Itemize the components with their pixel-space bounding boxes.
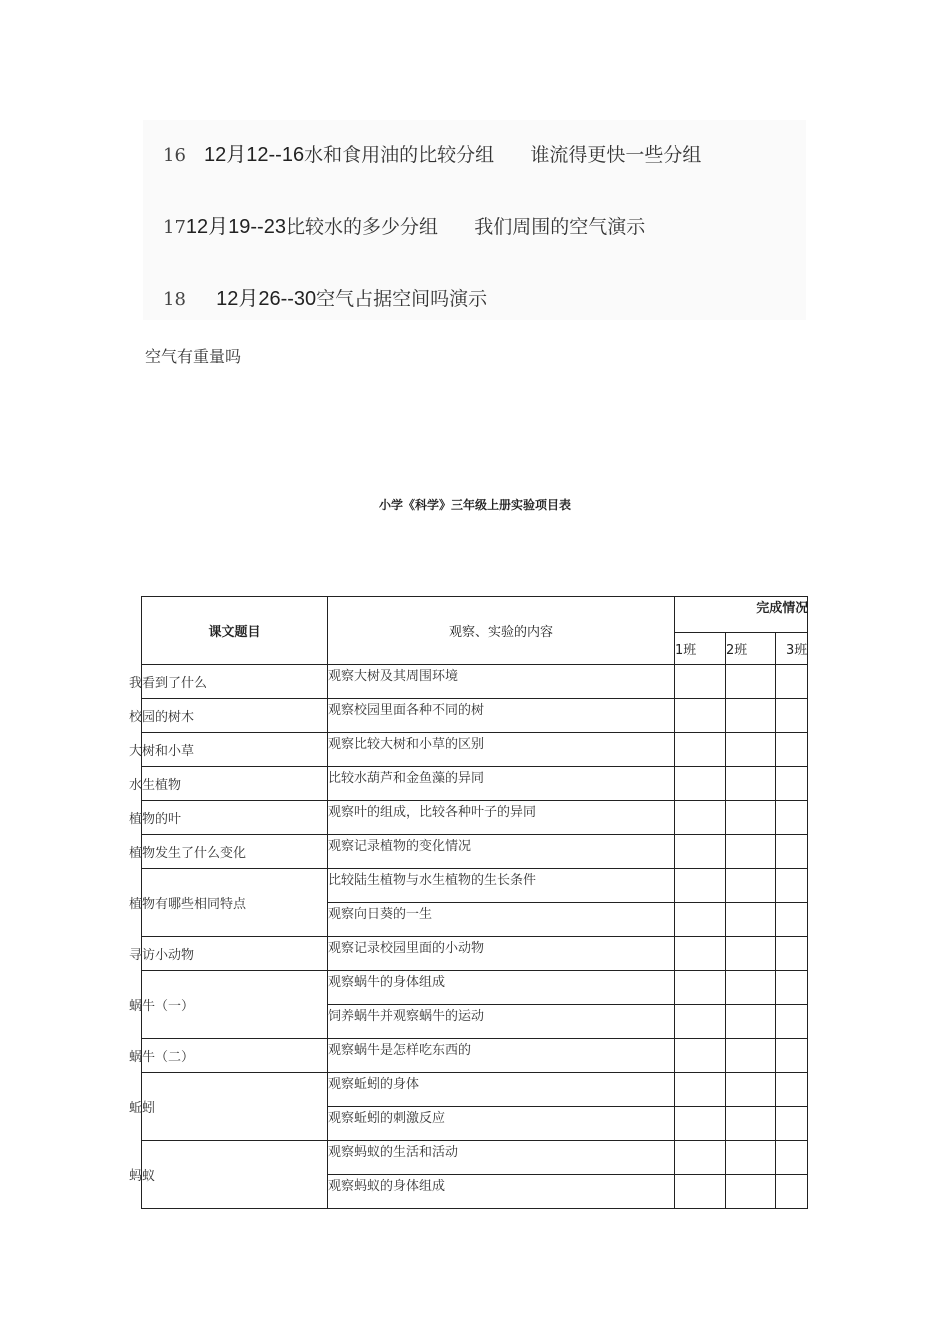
lesson-title: 蜗牛（二） — [142, 1039, 328, 1073]
experiment-content: 观察比较大树和小草的区别 — [328, 733, 675, 767]
class-2-status-cell — [726, 903, 776, 937]
header-content: 观察、实验的内容 — [328, 597, 675, 665]
class-2-status-cell — [726, 971, 776, 1005]
lesson-title: 寻访小动物 — [142, 937, 328, 971]
teaching-schedule — [143, 120, 806, 320]
class-3-status-cell — [776, 1141, 808, 1175]
experiment-content: 观察蜗牛是怎样吃东西的 — [328, 1039, 675, 1073]
class-3-status-cell — [776, 665, 808, 699]
week-number: 18 — [163, 289, 186, 310]
table-row — [142, 733, 808, 767]
experiment-content: 观察蜗牛的身体组成 — [328, 971, 675, 1005]
lesson-title: 蚯蚓 — [142, 1073, 328, 1141]
header-class-3: 3班 — [776, 633, 808, 665]
table-row — [142, 971, 808, 1005]
class-3-status-cell — [776, 971, 808, 1005]
schedule-row-17 — [163, 210, 645, 239]
class-2-status-cell — [726, 767, 776, 801]
experiment-content: 观察向日葵的一生 — [328, 903, 675, 937]
header-class-1: 1班 — [675, 633, 726, 665]
header-class-2: 2班 — [726, 633, 776, 665]
experiment-content: 比较陆生植物与水生植物的生长条件 — [328, 869, 675, 903]
header-status: 完成情况 — [675, 597, 808, 633]
experiment-content: 比较水葫芦和金鱼藻的异同 — [328, 767, 675, 801]
class-1-status-cell — [675, 733, 726, 767]
lesson-title: 大树和小草 — [142, 733, 328, 767]
week-items: 水和食用油的比较分组 谁流得更快一些分组 — [304, 144, 702, 166]
experiment-content: 观察大树及其周围环境 — [328, 665, 675, 699]
class-2-status-cell — [726, 801, 776, 835]
class-1-status-cell — [675, 1175, 726, 1209]
class-1-status-cell — [675, 699, 726, 733]
week-number: 17 — [163, 217, 186, 238]
table-title: 小学《科学》三年级上册实验项目表 — [378, 498, 571, 512]
lesson-title: 蜗牛（一） — [142, 971, 328, 1039]
table-row — [142, 767, 808, 801]
class-3-status-cell — [776, 1073, 808, 1107]
table-row — [142, 665, 808, 699]
table-body — [129, 665, 808, 1209]
class-1-status-cell — [675, 1039, 726, 1073]
schedule-row-16 — [163, 138, 701, 167]
class-3-status-cell — [776, 733, 808, 767]
class-1-status-cell — [675, 971, 726, 1005]
experiment-content: 观察蚂蚁的身体组成 — [328, 1175, 675, 1209]
lesson-title: 植物的叶 — [142, 801, 328, 835]
table-row — [142, 1141, 808, 1175]
class-3-status-cell — [776, 869, 808, 903]
table-row — [142, 1039, 808, 1073]
experiment-content: 观察叶的组成，比较各种叶子的异同 — [328, 801, 675, 835]
class-3-status-cell — [776, 835, 808, 869]
experiment-table — [129, 596, 809, 1209]
class-1-status-cell — [675, 903, 726, 937]
table-row — [142, 699, 808, 733]
week-items: 空气占据空间吗演示 — [316, 288, 488, 310]
class-1-status-cell — [675, 937, 726, 971]
class-2-status-cell — [726, 937, 776, 971]
class-3-status-cell — [776, 1107, 808, 1141]
class-3-status-cell — [776, 903, 808, 937]
lesson-title: 植物有哪些相同特点 — [142, 869, 328, 937]
class-2-status-cell — [726, 1175, 776, 1209]
class-2-status-cell — [726, 835, 776, 869]
class-3-status-cell — [776, 767, 808, 801]
class-1-status-cell — [675, 1141, 726, 1175]
class-2-status-cell — [726, 733, 776, 767]
class-2-status-cell — [726, 1107, 776, 1141]
class-3-status-cell — [776, 1005, 808, 1039]
week-items: 比较水的多少分组 我们周围的空气演示 — [285, 216, 646, 238]
experiment-content: 观察蚯蚓的刺激反应 — [328, 1107, 675, 1141]
schedule-row-18 — [163, 282, 487, 311]
lesson-title: 水生植物 — [142, 767, 328, 801]
class-3-status-cell — [776, 699, 808, 733]
class-1-status-cell — [675, 1073, 726, 1107]
class-1-status-cell — [675, 665, 726, 699]
class-1-status-cell — [675, 801, 726, 835]
class-1-status-cell — [675, 1005, 726, 1039]
class-2-status-cell — [726, 1073, 776, 1107]
table-row — [142, 1073, 808, 1107]
experiment-content: 饲养蜗牛并观察蜗牛的运动 — [328, 1005, 675, 1039]
class-2-status-cell — [726, 699, 776, 733]
class-2-status-cell — [726, 665, 776, 699]
week-dates: 12月12--16 — [204, 144, 305, 166]
lesson-title: 蚂蚁 — [142, 1141, 328, 1209]
class-1-status-cell — [675, 835, 726, 869]
experiment-content: 观察校园里面各种不同的树 — [328, 699, 675, 733]
class-1-status-cell — [675, 767, 726, 801]
class-3-status-cell — [776, 937, 808, 971]
class-3-status-cell — [776, 1175, 808, 1209]
experiment-content: 观察记录校园里面的小动物 — [328, 937, 675, 971]
lesson-title: 我看到了什么 — [142, 665, 328, 699]
class-2-status-cell — [726, 1039, 776, 1073]
table-row — [142, 869, 808, 903]
experiment-content: 观察记录植物的变化情况 — [328, 835, 675, 869]
class-2-status-cell — [726, 869, 776, 903]
week-number: 16 — [163, 145, 186, 166]
lesson-title: 校园的树木 — [142, 699, 328, 733]
experiment-content: 观察蚂蚁的生活和活动 — [328, 1141, 675, 1175]
class-2-status-cell — [726, 1141, 776, 1175]
week-dates: 12月19--23 — [185, 216, 286, 238]
class-1-status-cell — [675, 1107, 726, 1141]
week-dates: 12月26--30 — [216, 288, 317, 310]
table-row — [142, 937, 808, 971]
class-1-status-cell — [675, 869, 726, 903]
table-row — [142, 835, 808, 869]
continued-note: 空气有重量吗 — [145, 347, 242, 366]
table-row — [142, 801, 808, 835]
experiment-content: 观察蚯蚓的身体 — [328, 1073, 675, 1107]
class-2-status-cell — [726, 1005, 776, 1039]
lesson-title: 植物发生了什么变化 — [142, 835, 328, 869]
header-lesson: 课文题目 — [142, 597, 328, 665]
class-3-status-cell — [776, 1039, 808, 1073]
class-3-status-cell — [776, 801, 808, 835]
